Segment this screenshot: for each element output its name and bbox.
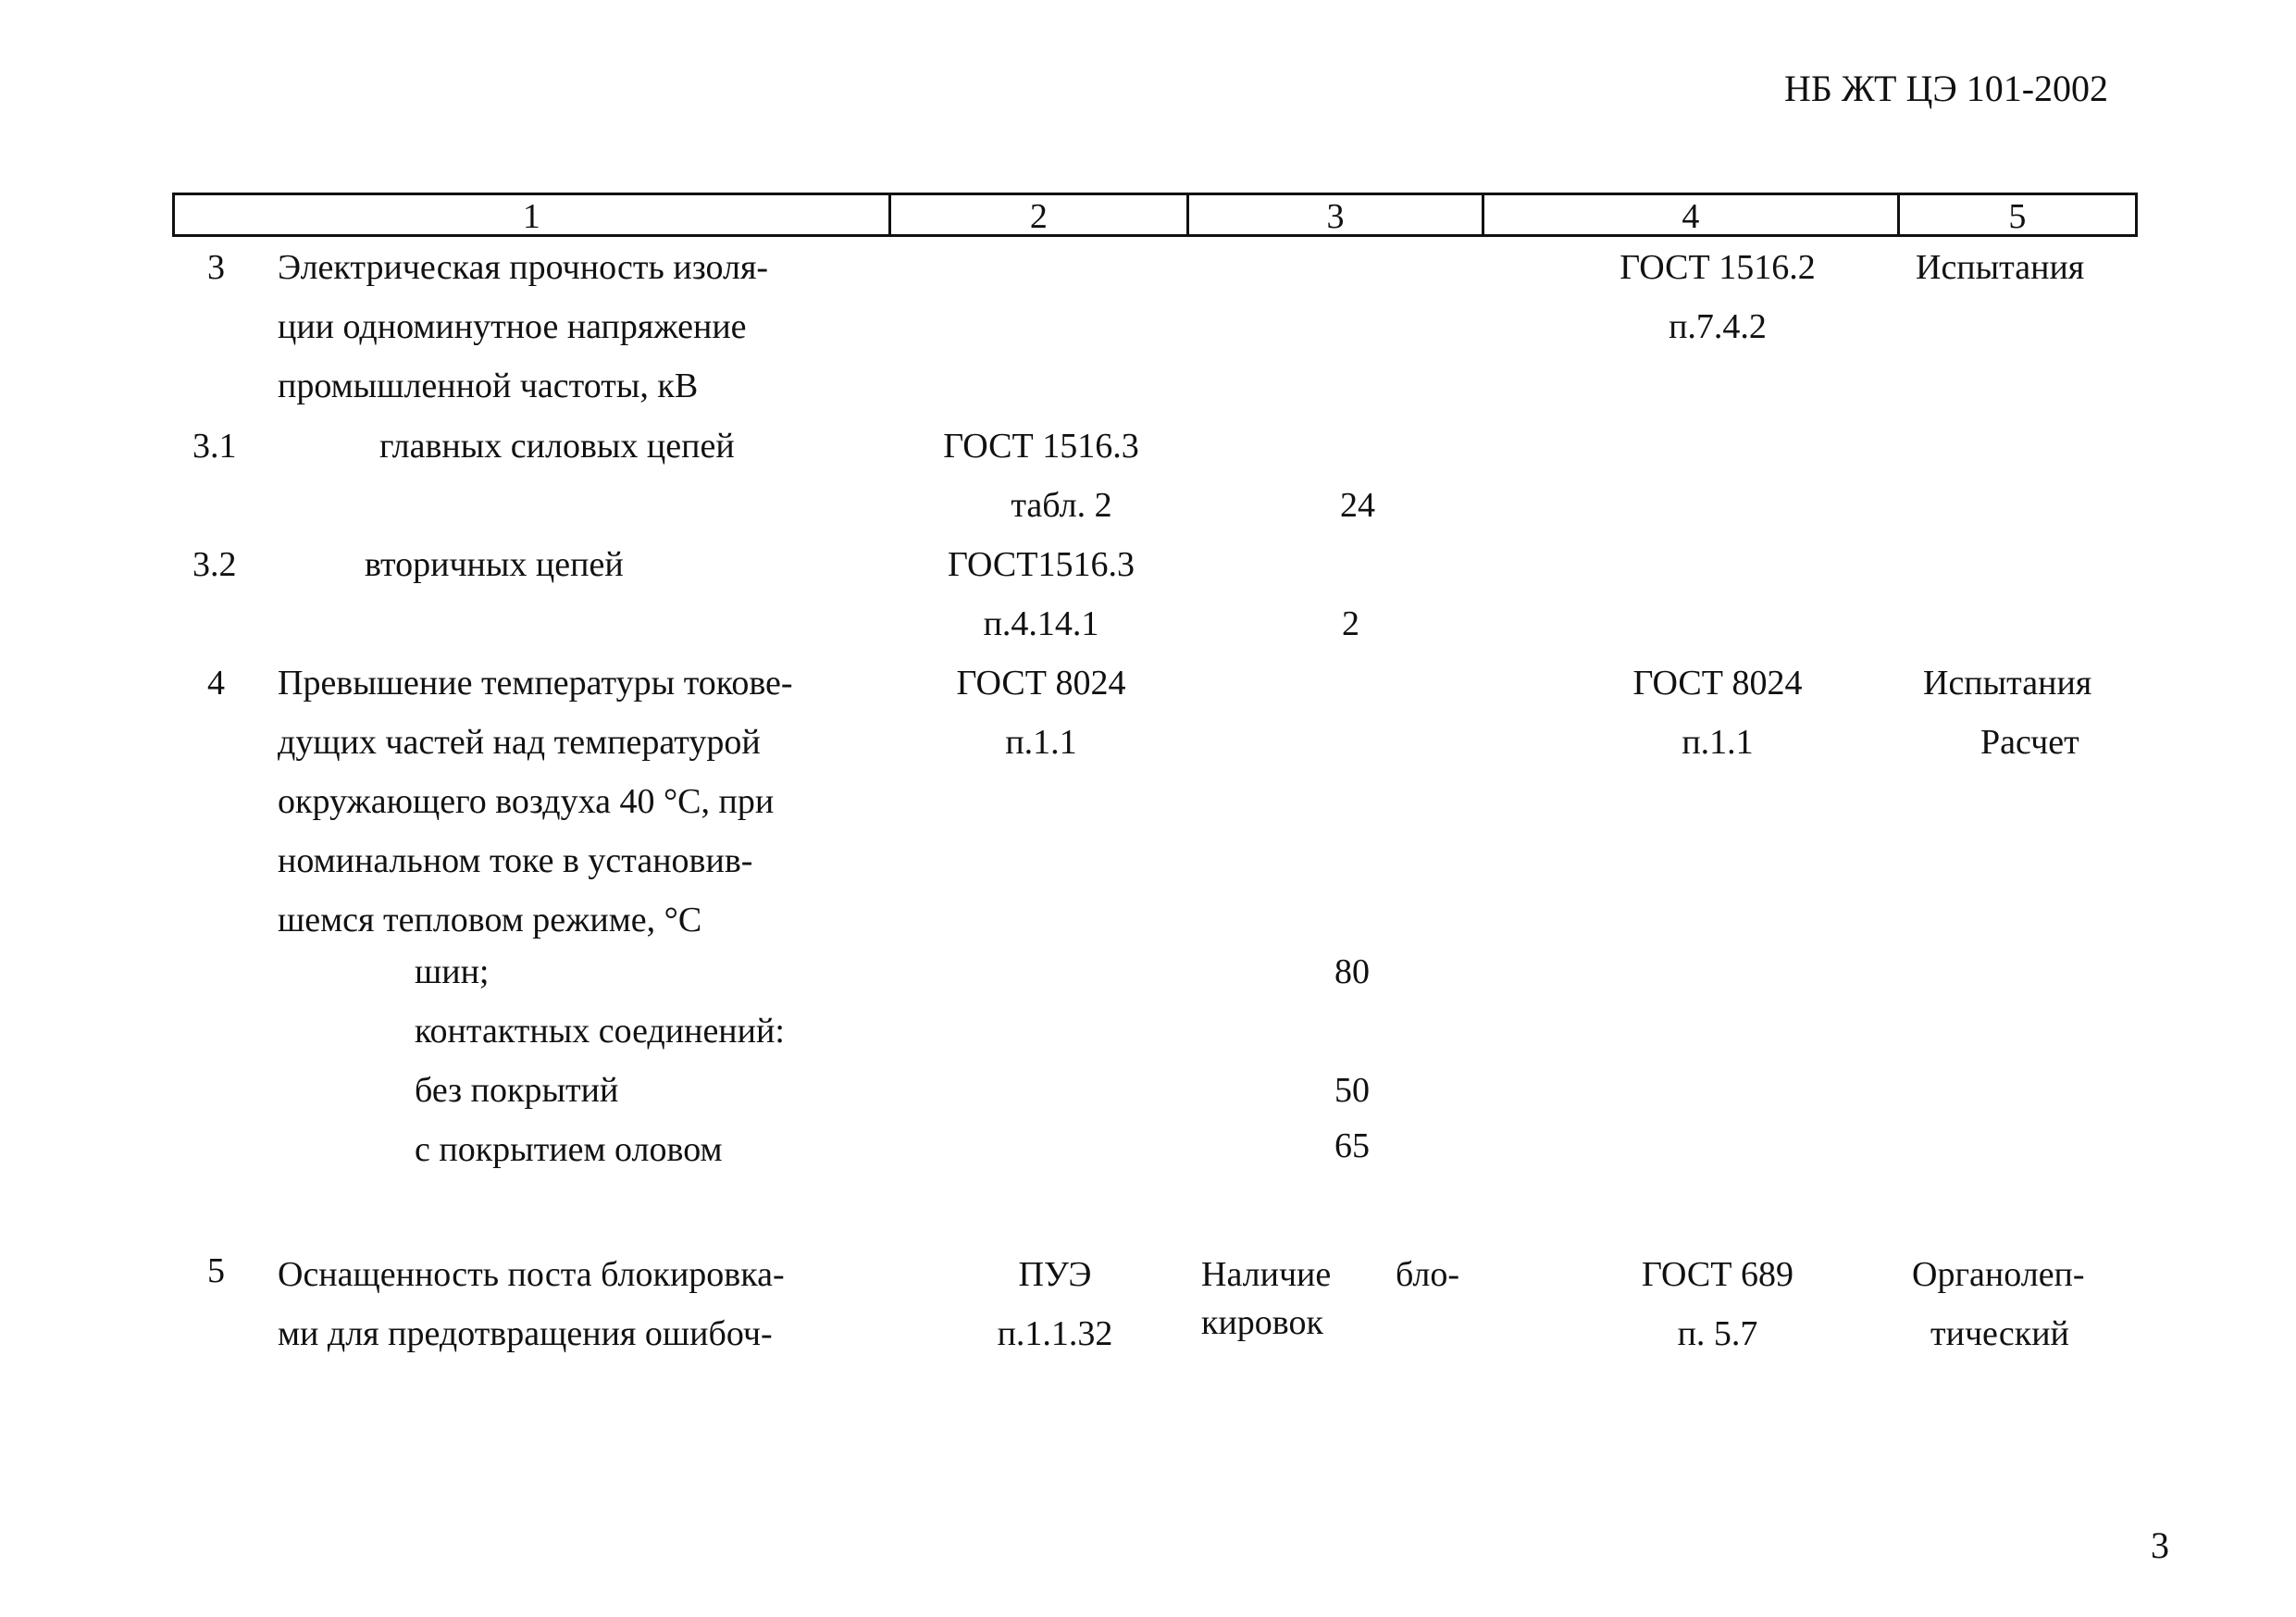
row-number: 5 [207, 1251, 225, 1290]
row-col4-line: ГОСТ 1516.2 [1620, 248, 1816, 287]
row-name-line: Электрическая прочность изоля- [278, 248, 769, 287]
row-col4-line: п. 5.7 [1677, 1314, 1758, 1353]
table-header-row [172, 193, 2138, 237]
row-name-line: промышленной частоты, кВ [278, 367, 699, 405]
row-name-line: Оснащенность поста блокировка- [278, 1255, 785, 1294]
row-col5-line: Расчет [1980, 723, 2079, 762]
row-name-line: ции одноминутное напряжение [278, 307, 747, 346]
row-col4-line: п.7.4.2 [1669, 307, 1767, 346]
row-col2-line: п.4.14.1 [983, 604, 1099, 643]
row-col2-line: ГОСТ1516.3 [948, 545, 1135, 584]
row-name-line: номинальном токе в установив- [278, 841, 753, 880]
row-col4-line: п.1.1 [1682, 723, 1754, 762]
row-name: вторичных цепей [365, 545, 624, 584]
column-header-4: 4 [1484, 195, 1900, 234]
row-col2-line: ПУЭ [1018, 1255, 1092, 1294]
sub-item-label: без покрытий [415, 1071, 619, 1110]
row-col4-line: ГОСТ 8024 [1632, 664, 1803, 703]
row-col3-line: Наличие [1201, 1255, 1332, 1294]
row-number: 4 [207, 664, 225, 703]
row-number: 3.1 [192, 427, 237, 466]
row-col2-line: ГОСТ 8024 [956, 664, 1126, 703]
row-number: 3.2 [192, 545, 237, 584]
row-col3-value: 2 [1342, 604, 1359, 643]
page-number: 3 [2151, 1524, 2169, 1566]
row-name-line: шемся тепловом режиме, °С [278, 901, 702, 939]
row-col4-line: ГОСТ 689 [1642, 1255, 1793, 1294]
sub-item-value: 65 [1334, 1126, 1370, 1165]
sub-item-value: 50 [1334, 1071, 1370, 1110]
row-col5-line: Испытания [1916, 248, 2085, 287]
sub-item-label: с покрытием оловом [415, 1130, 723, 1169]
column-header-3: 3 [1189, 195, 1484, 234]
sub-item-value: 80 [1334, 952, 1370, 991]
row-col2-line: п.1.1.32 [997, 1314, 1113, 1353]
row-name: главных силовых цепей [379, 427, 735, 466]
row-name-line: Превышение температуры токове- [278, 664, 793, 703]
column-header-5: 5 [2008, 197, 2027, 236]
row-name-line: ми для предотвращения ошибоч- [278, 1314, 773, 1353]
row-col2-line: ГОСТ 1516.3 [943, 427, 1139, 466]
row-name-line: окружающего воздуха 40 °С, при [278, 782, 775, 821]
row-col3-value: 24 [1340, 486, 1375, 525]
column-header-1: 1 [175, 195, 891, 234]
column-header-2: 2 [891, 195, 1189, 234]
row-name-line: дущих частей над температурой [278, 723, 761, 762]
row-number: 3 [207, 248, 225, 287]
row-col5-line: Испытания [1923, 664, 2092, 703]
row-col3-line: бло- [1396, 1255, 1460, 1294]
row-col5-line: тический [1930, 1314, 2069, 1353]
row-col2-line: табл. 2 [1011, 486, 1112, 525]
row-col3-line: кировок [1201, 1303, 1323, 1342]
document-code: НБ ЖТ ЦЭ 101-2002 [1784, 68, 2109, 109]
row-col5-line: Органолеп- [1912, 1255, 2085, 1294]
row-col2-line: п.1.1 [1005, 723, 1077, 762]
sub-item-label: контактных соединений: [415, 1012, 785, 1051]
sub-item-label: шин; [415, 952, 490, 991]
